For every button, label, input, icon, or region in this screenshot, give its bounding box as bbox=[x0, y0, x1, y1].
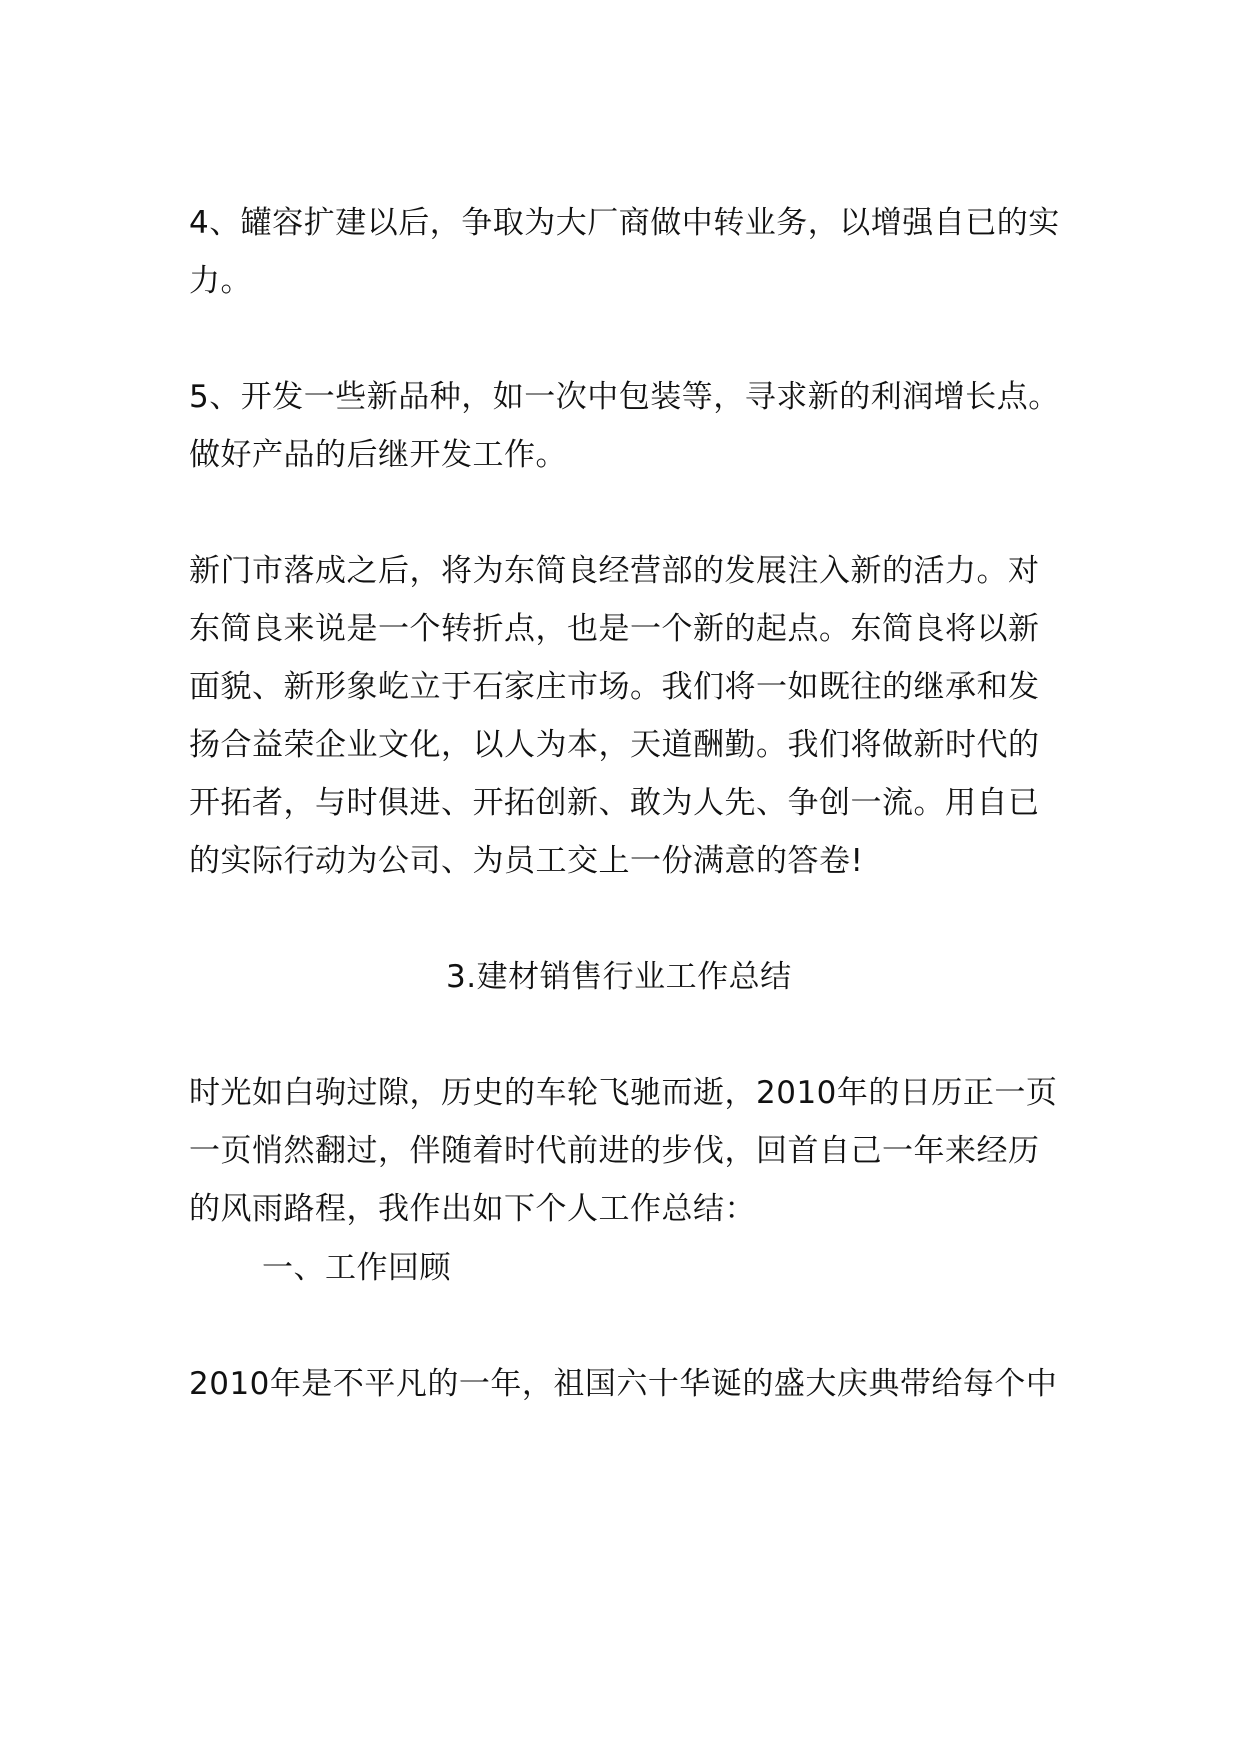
paragraph-7-line-3: 的风雨路程，我作出如下个人工作总结： bbox=[189, 1191, 756, 1227]
paragraph-6-line-6: 的实际行动为公司、为员工交上一份满意的答卷! bbox=[189, 843, 864, 879]
paragraph-6-line-1: 新门市落成之后，将为东简良经营部的发展注入新的活力。对 bbox=[189, 553, 1040, 589]
paragraph-4-line-2: 力。 bbox=[189, 263, 252, 299]
paragraph-4-line-1: 4、罐容扩建以后，争取为大厂商做中转业务，以增强自已的实 bbox=[189, 205, 1060, 241]
paragraph-6-line-3: 面貌、新形象屹立于石家庄市场。我们将一如既往的继承和发 bbox=[189, 669, 1040, 705]
subheading-work-review: 一、工作回顾 bbox=[262, 1250, 451, 1286]
paragraph-7-line-2: 一页悄然翻过，伴随着时代前进的步伐，回首自己一年来经历 bbox=[189, 1133, 1040, 1169]
paragraph-6-line-4: 扬合益荣企业文化，以人为本，天道酬勤。我们将做新时代的 bbox=[189, 727, 1040, 763]
paragraph-6-line-5: 开拓者，与时俱进、开拓创新、敢为人先、争创一流。用自已 bbox=[189, 785, 1040, 821]
paragraph-8-line-1: 2010年是不平凡的一年，祖国六十华诞的盛大庆典带给每个中 bbox=[189, 1366, 1058, 1402]
paragraph-7-line-1: 时光如白驹过隙，历史的车轮飞驰而逝，2010年的日历正一页 bbox=[189, 1075, 1058, 1111]
paragraph-5-line-2: 做好产品的后继开发工作。 bbox=[189, 437, 567, 473]
paragraph-6-line-2: 东简良来说是一个转折点，也是一个新的起点。东简良将以新 bbox=[189, 611, 1040, 647]
section-title: 3.建材销售行业工作总结 bbox=[446, 959, 792, 995]
paragraph-5-line-1: 5、开发一些新品种，如一次中包装等，寻求新的利润增长点。 bbox=[189, 379, 1060, 415]
